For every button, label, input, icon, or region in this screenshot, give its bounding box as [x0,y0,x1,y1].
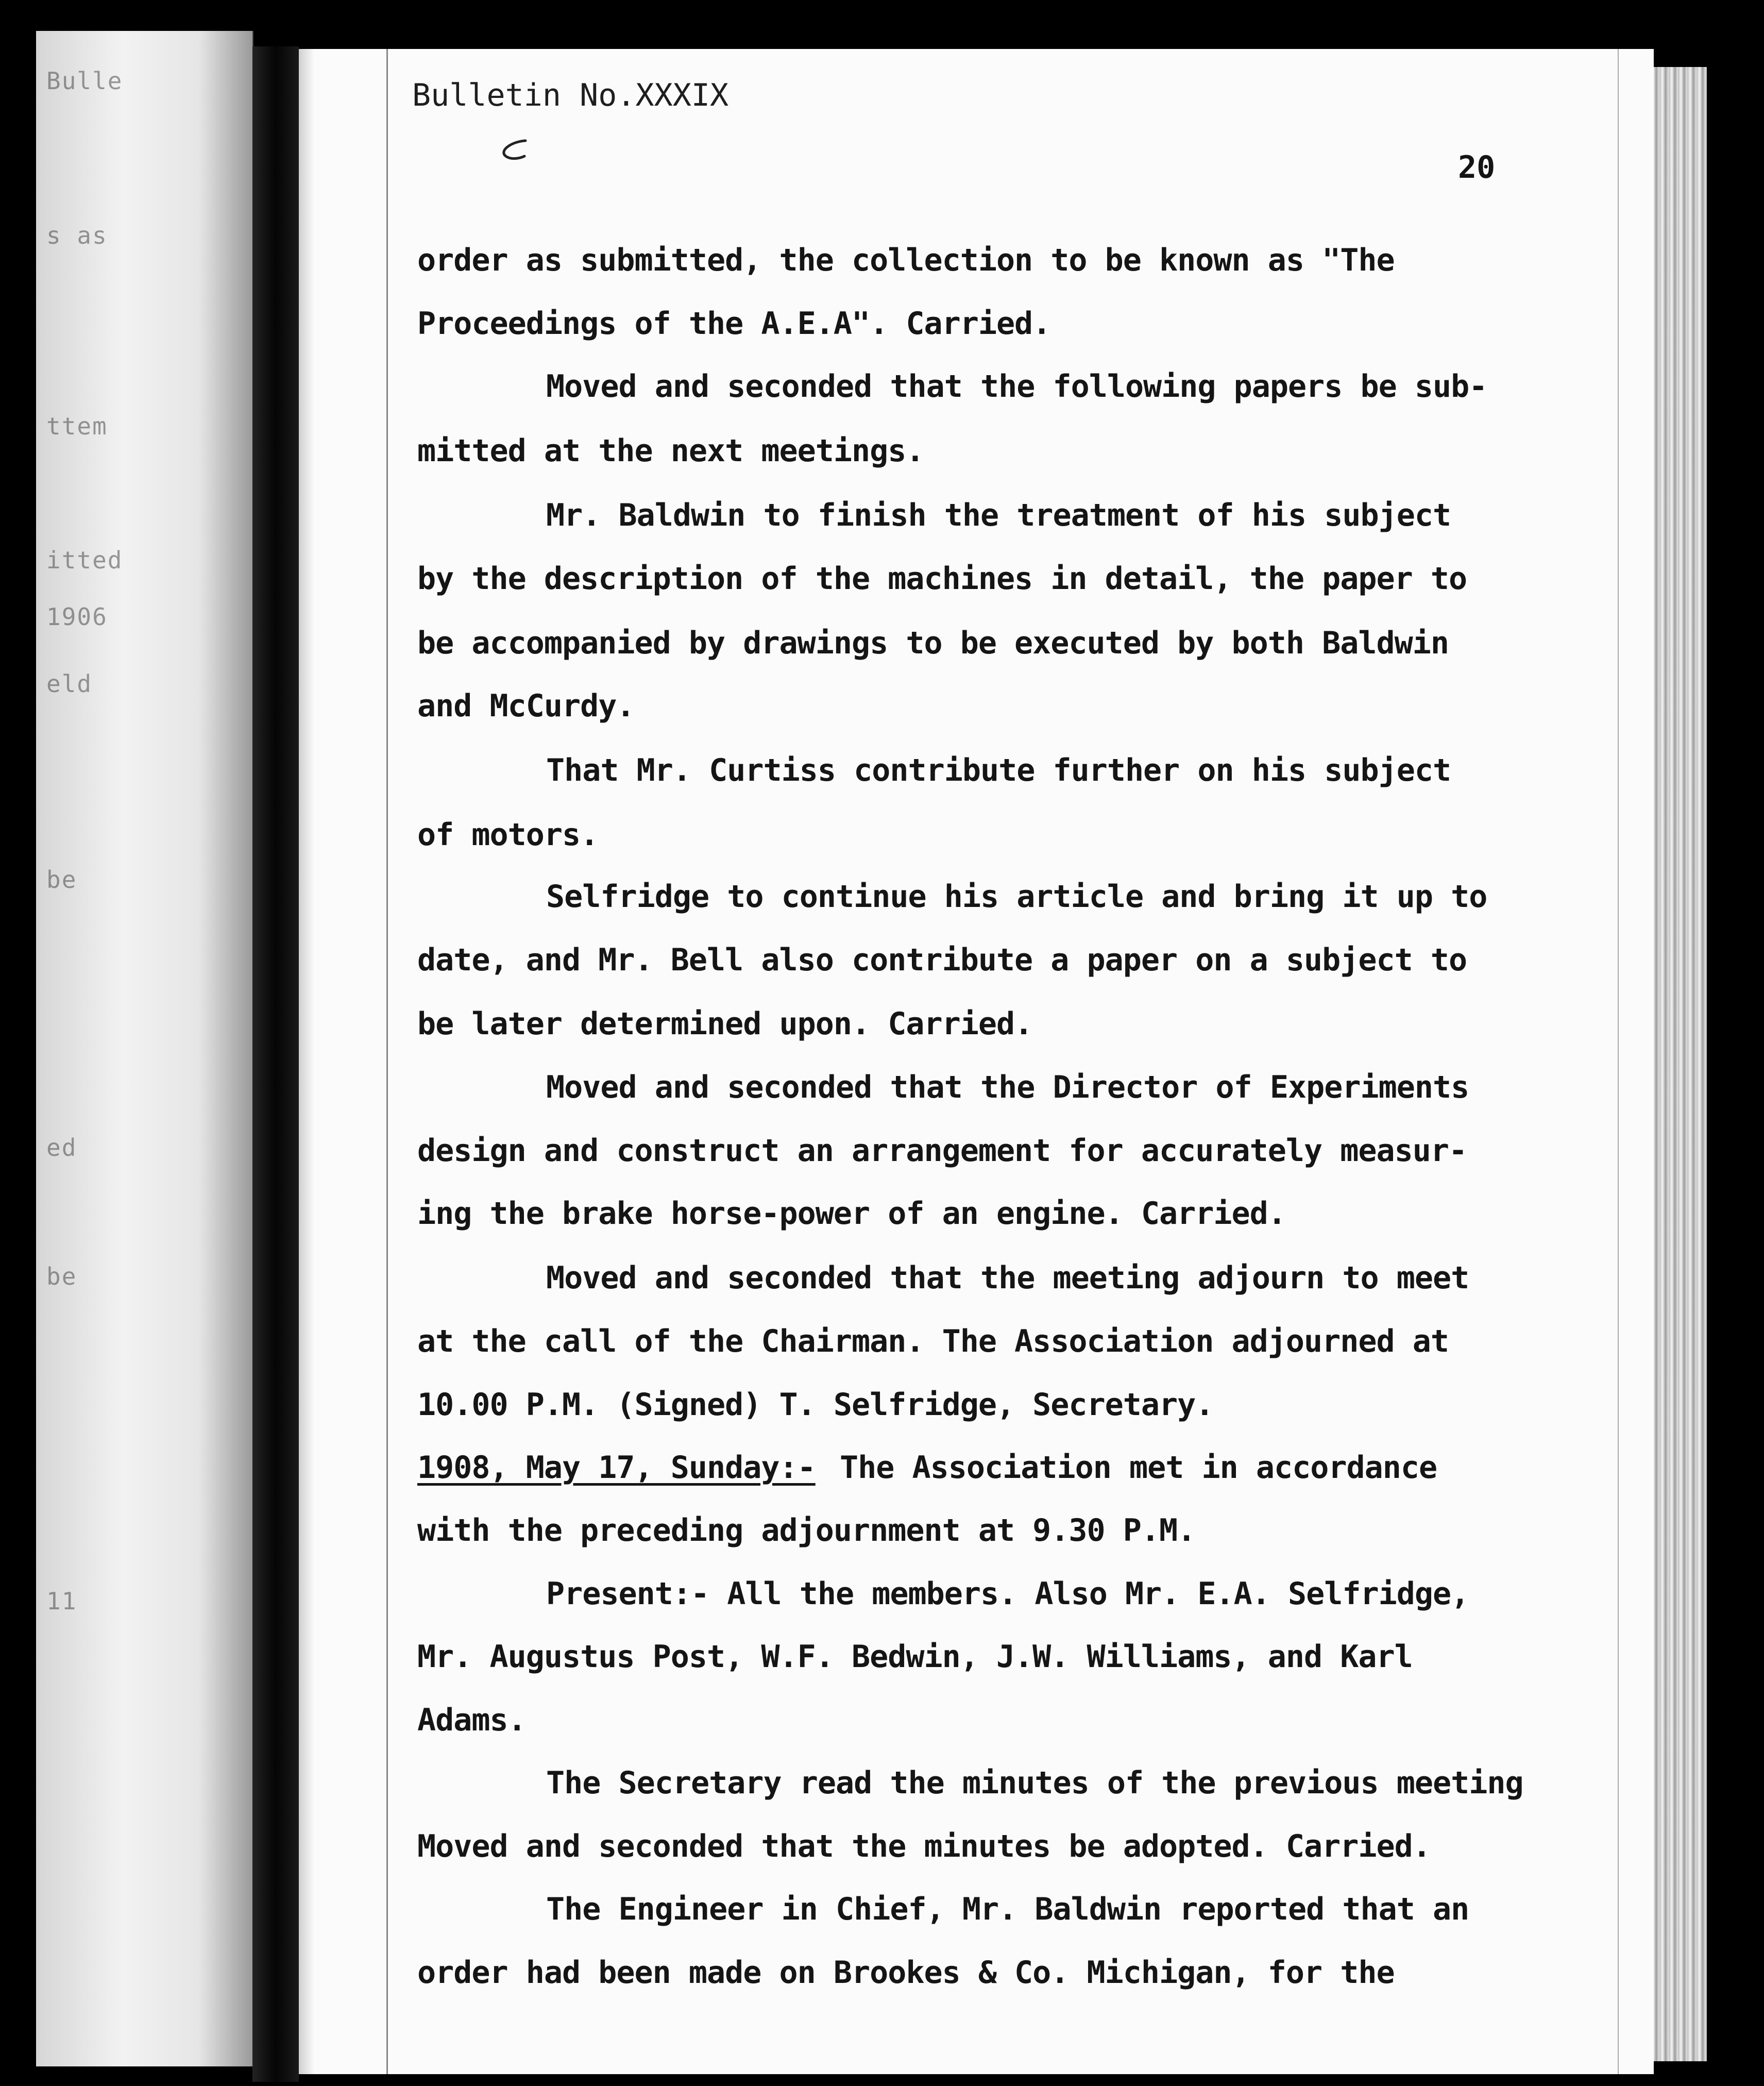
text-line: date, and Mr. Bell also contribute a paper on a subject to [417,942,1467,978]
text-line: Mr. Baldwin to finish the treatment of his subject [546,497,1451,533]
left-page-fragment: 11 [46,1587,77,1615]
adjacent-left-page [36,31,253,2066]
page-edges [1649,67,1707,2061]
left-page-fragment: be [46,1263,77,1290]
text-line: be accompanied by drawings to be executed by both Baldwin [417,625,1449,661]
text-line: with the preceding adjournment at 9.30 P.M. [417,1512,1196,1549]
text-line: ing the brake horse-power of an engine. Carried. [417,1196,1286,1232]
text-line: order had been made on Brookes & Co. Michigan, for the [417,1955,1395,1991]
pencil-mark-icon [495,137,536,167]
text-line: Moved and seconded that the minutes be adopted. Carried. [417,1828,1431,1864]
text-line: Present:- All the members. Also Mr. E.A. Selfridge, [546,1576,1469,1612]
text-line: 10.00 P.M. (Signed) T. Selfridge, Secretary. [417,1387,1214,1423]
left-page-fragment: be [46,866,77,894]
bulletin-title: Bulletin No.XXXIX [412,77,729,113]
left-page-fragment: itted [46,546,123,574]
text-line: of motors. [417,817,599,853]
text-line: Adams. [417,1702,526,1738]
text-line: order as submitted, the collection to be known as "The [417,242,1395,278]
left-page-fragment: 1906 [46,603,108,631]
left-page-fragment: s as [46,222,108,249]
text-line: design and construct an arrangement for accurately measur- [417,1133,1467,1169]
text-line: be later determined upon. Carried. [417,1006,1033,1042]
book-gutter [252,46,299,2082]
document-page [299,49,1654,2074]
text-line: Proceedings of the A.E.A". Carried. [417,306,1051,342]
text-line: Moved and seconded that the meeting adjourn to meet [546,1260,1469,1296]
page-number: 20 [1458,149,1496,186]
text-line: by the description of the machines in detail, the paper to [417,561,1467,597]
right-margin-rule [1618,49,1619,2074]
date-heading: 1908, May 17, Sunday:- [417,1450,816,1486]
text-line: and McCurdy. [417,688,635,724]
left-page-fragment: ttem [46,412,108,440]
left-page-fragment: Bulle [46,67,123,95]
text-line: The Engineer in Chief, Mr. Baldwin reported that an [546,1891,1469,1927]
text-line: Moved and seconded that the following papers be sub- [546,368,1487,405]
text-line: Selfridge to continue his article and bring it up to [546,879,1487,915]
text-line: The Secretary read the minutes of the previous meeting [546,1765,1523,1801]
left-page-fragment: ed [46,1134,77,1162]
text-line: That Mr. Curtiss contribute further on his subject [546,752,1451,788]
text-line: Mr. Augustus Post, W.F. Bedwin, J.W. Williams, and Karl [417,1639,1413,1675]
margin-rule [386,49,388,2074]
left-page-fragment: eld [46,670,93,698]
text-line: Moved and seconded that the Director of Experiments [546,1069,1469,1105]
text-line: mitted at the next meetings. [417,433,924,469]
text-line: at the call of the Chairman. The Association adjourned at [417,1323,1449,1359]
text-line: The Association met in accordance [840,1450,1437,1486]
